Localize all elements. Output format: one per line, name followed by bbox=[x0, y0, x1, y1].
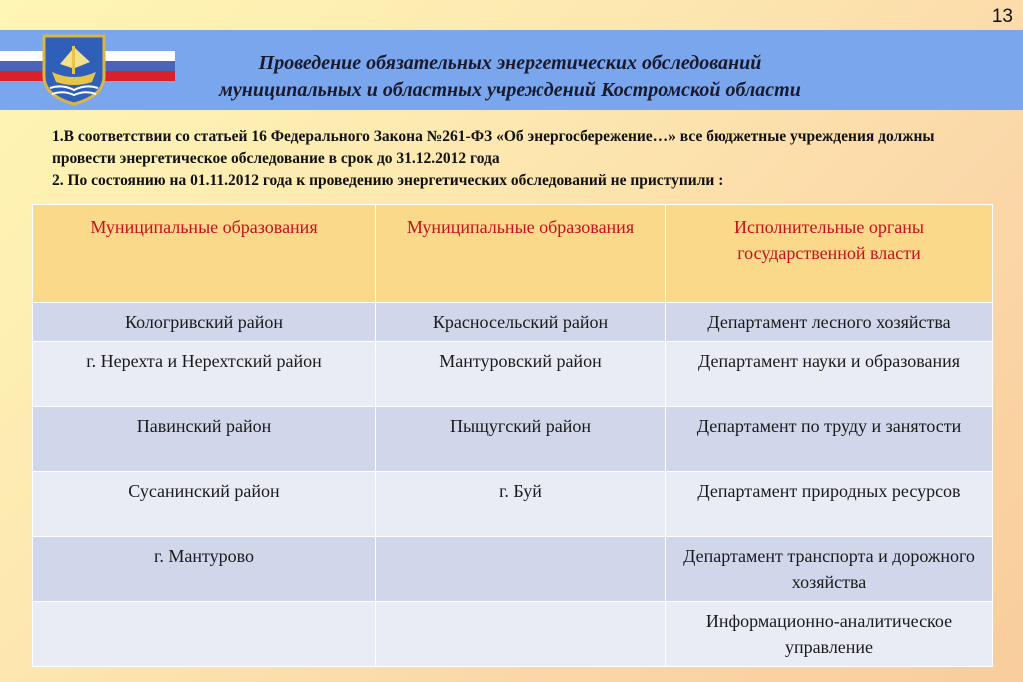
table-cell: Департамент по труду и занятости bbox=[666, 407, 993, 472]
intro-text bbox=[52, 126, 992, 192]
table-cell: Департамент лесного хозяйства bbox=[666, 303, 993, 342]
table-cell bbox=[376, 602, 666, 667]
table-row bbox=[33, 303, 993, 342]
table-cell: Кологривский район bbox=[33, 303, 376, 342]
header-municipal-2: Муниципальные образования bbox=[376, 205, 666, 303]
table-cell bbox=[376, 537, 666, 602]
table-row bbox=[33, 342, 993, 407]
table-cell: Департамент природных ресурсов bbox=[666, 472, 993, 537]
page-number: 13 bbox=[991, 6, 1013, 27]
table-row bbox=[33, 472, 993, 537]
table-cell: Департамент науки и образования bbox=[666, 342, 993, 407]
table-cell: Пыщугский район bbox=[376, 407, 666, 472]
table-cell: Павинский район bbox=[33, 407, 376, 472]
slide-title bbox=[130, 50, 890, 104]
table-cell: г. Нерехта и Нерехтский район bbox=[33, 342, 376, 407]
table-cell: Мантуровский район bbox=[376, 342, 666, 407]
table-cell bbox=[33, 602, 376, 667]
table-header-row bbox=[33, 205, 993, 303]
header-executive-bodies: Исполнительные органы государственной власти bbox=[666, 205, 993, 303]
table-cell: Сусанинский район bbox=[33, 472, 376, 537]
table-row bbox=[33, 407, 993, 472]
table-cell: г. Буй bbox=[376, 472, 666, 537]
table-cell: Департамент транспорта и дорожного хозяйства bbox=[666, 537, 993, 602]
table-cell: г. Мантурово bbox=[33, 537, 376, 602]
kostroma-coat-of-arms-icon bbox=[38, 32, 110, 106]
table-cell: Информационно-аналитическое управление bbox=[666, 602, 993, 667]
table-row bbox=[33, 537, 993, 602]
title-line-2: муниципальных и областных учреждений Костромской области bbox=[219, 79, 801, 101]
survey-table bbox=[32, 204, 993, 667]
table-row bbox=[33, 602, 993, 667]
intro-point-2: 2. По состоянию на 01.11.2012 года к проведению энергетических обследований не приступили : bbox=[52, 172, 724, 189]
intro-point-1: 1.В соответствии со статьей 16 Федерального Закона №261-ФЗ «Об энергосбережение…» все бюджетные учреждения должны провести энергетическое обследование в срок до 31.12.2012 года bbox=[52, 128, 935, 167]
header-municipal-1: Муниципальные образования bbox=[33, 205, 376, 303]
table-cell: Красносельский район bbox=[376, 303, 666, 342]
title-line-1: Проведение обязательных энергетических обследований bbox=[258, 52, 762, 74]
